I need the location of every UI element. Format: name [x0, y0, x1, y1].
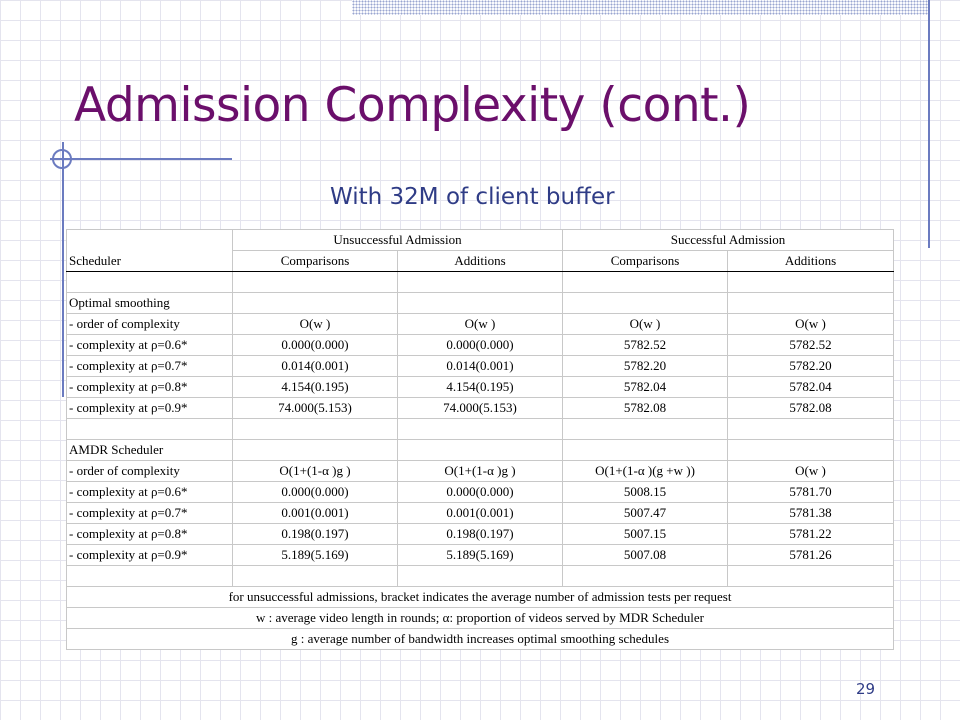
row-label: - complexity at ρ=0.6* [67, 482, 233, 503]
table-cell [233, 293, 398, 314]
note-row [67, 587, 894, 608]
table-row [67, 398, 894, 419]
table-cell [563, 272, 728, 293]
table-cell: 4.154(0.195) [398, 377, 563, 398]
table-cell [728, 419, 894, 440]
table-cell: O(1+(1-α )(g +w )) [563, 461, 728, 482]
note-text: w : average video length in rounds; α: proportion of videos served by MDR Scheduler [67, 608, 894, 629]
column-header: Comparisons [233, 251, 398, 272]
table-cell: 5782.20 [563, 356, 728, 377]
table-cell [398, 293, 563, 314]
column-header: Additions [398, 251, 563, 272]
table-cell: O(w ) [563, 314, 728, 335]
table-cell: 0.000(0.000) [398, 482, 563, 503]
row-label: - order of complexity [67, 461, 233, 482]
row-label: - complexity at ρ=0.6* [67, 335, 233, 356]
row-label: - complexity at ρ=0.8* [67, 524, 233, 545]
table-cell [67, 272, 233, 293]
complexity-table [66, 229, 894, 650]
table-cell [398, 419, 563, 440]
left-accent-line [62, 142, 64, 397]
row-label: - order of complexity [67, 314, 233, 335]
table-cell: 5782.08 [728, 398, 894, 419]
slide-title: Admission Complexity (cont.) [74, 78, 751, 133]
table-cell: O(1+(1-α )g ) [398, 461, 563, 482]
table-cell [233, 440, 398, 461]
note-text: for unsuccessful admissions, bracket indicates the average number of admission tests per request [67, 587, 894, 608]
table-cell [67, 419, 233, 440]
column-header-scheduler: Scheduler [67, 251, 233, 272]
table-cell: 5781.38 [728, 503, 894, 524]
table-cell: 0.198(0.197) [233, 524, 398, 545]
table-cell: 0.014(0.001) [233, 356, 398, 377]
section-label: Optimal smoothing [67, 293, 233, 314]
table-cell: 0.001(0.001) [398, 503, 563, 524]
row-label: - complexity at ρ=0.9* [67, 545, 233, 566]
row-label: - complexity at ρ=0.8* [67, 377, 233, 398]
table-cell [563, 566, 728, 587]
table-cell: 0.014(0.001) [398, 356, 563, 377]
table-cell: 0.000(0.000) [398, 335, 563, 356]
table-cell: O(w ) [398, 314, 563, 335]
table-row [67, 545, 894, 566]
table-cell: O(w ) [728, 461, 894, 482]
table-cell [728, 293, 894, 314]
table-cell: 5781.26 [728, 545, 894, 566]
row-label: - complexity at ρ=0.7* [67, 356, 233, 377]
table-row [67, 503, 894, 524]
table-cell [67, 230, 233, 251]
column-header: Comparisons [563, 251, 728, 272]
table-cell [67, 566, 233, 587]
note-row [67, 629, 894, 650]
table-cell [398, 440, 563, 461]
section-label: AMDR Scheduler [67, 440, 233, 461]
table-cell: 0.001(0.001) [233, 503, 398, 524]
corner-circle-ornament [52, 149, 72, 169]
right-accent-line [928, 0, 930, 248]
page-number: 29 [856, 680, 876, 698]
table-row [67, 272, 894, 293]
table-cell: 5782.52 [563, 335, 728, 356]
table-row [67, 482, 894, 503]
table-cell: 5781.22 [728, 524, 894, 545]
title-underline [50, 158, 232, 160]
table-cell [728, 272, 894, 293]
table-row [67, 377, 894, 398]
table-row [67, 356, 894, 377]
column-header-row [67, 251, 894, 272]
table-cell: 4.154(0.195) [233, 377, 398, 398]
table-cell [398, 272, 563, 293]
table-cell [233, 419, 398, 440]
table-cell: 74.000(5.153) [398, 398, 563, 419]
table-row [67, 293, 894, 314]
group-header-successful: Successful Admission [563, 230, 894, 251]
table-cell [398, 566, 563, 587]
table-cell: 0.198(0.197) [398, 524, 563, 545]
table-row [67, 440, 894, 461]
table-cell: 5782.08 [563, 398, 728, 419]
table-cell: O(w ) [233, 314, 398, 335]
table-cell [233, 566, 398, 587]
table-cell: 5782.52 [728, 335, 894, 356]
header-dotted-band [352, 0, 930, 15]
column-header: Additions [728, 251, 894, 272]
table-row [67, 419, 894, 440]
table-cell: 0.000(0.000) [233, 482, 398, 503]
table-cell: O(1+(1-α )g ) [233, 461, 398, 482]
table-cell: 5782.04 [728, 377, 894, 398]
table-cell: 0.000(0.000) [233, 335, 398, 356]
table-cell [563, 293, 728, 314]
table-row [67, 335, 894, 356]
table-cell: 5007.47 [563, 503, 728, 524]
group-header-unsuccessful: Unsuccessful Admission [233, 230, 563, 251]
table-row [67, 566, 894, 587]
table-cell [563, 419, 728, 440]
table-cell: 5007.15 [563, 524, 728, 545]
table-cell [563, 440, 728, 461]
table-cell: 74.000(5.153) [233, 398, 398, 419]
table-row [67, 461, 894, 482]
table-cell: 5.189(5.169) [398, 545, 563, 566]
table-cell [233, 272, 398, 293]
table-cell: O(w ) [728, 314, 894, 335]
table-cell: 5782.20 [728, 356, 894, 377]
slide-subtitle: With 32M of client buffer [330, 184, 615, 210]
note-text: g : average number of bandwidth increases optimal smoothing schedules [67, 629, 894, 650]
table-cell: 5007.08 [563, 545, 728, 566]
table-cell: 5781.70 [728, 482, 894, 503]
table-cell: 5008.15 [563, 482, 728, 503]
table-cell: 5.189(5.169) [233, 545, 398, 566]
table-cell [728, 440, 894, 461]
row-label: - complexity at ρ=0.7* [67, 503, 233, 524]
row-label: - complexity at ρ=0.9* [67, 398, 233, 419]
group-header-row [67, 230, 894, 251]
table-cell: 5782.04 [563, 377, 728, 398]
table-cell [728, 566, 894, 587]
note-row [67, 608, 894, 629]
table-row [67, 524, 894, 545]
table-row [67, 314, 894, 335]
